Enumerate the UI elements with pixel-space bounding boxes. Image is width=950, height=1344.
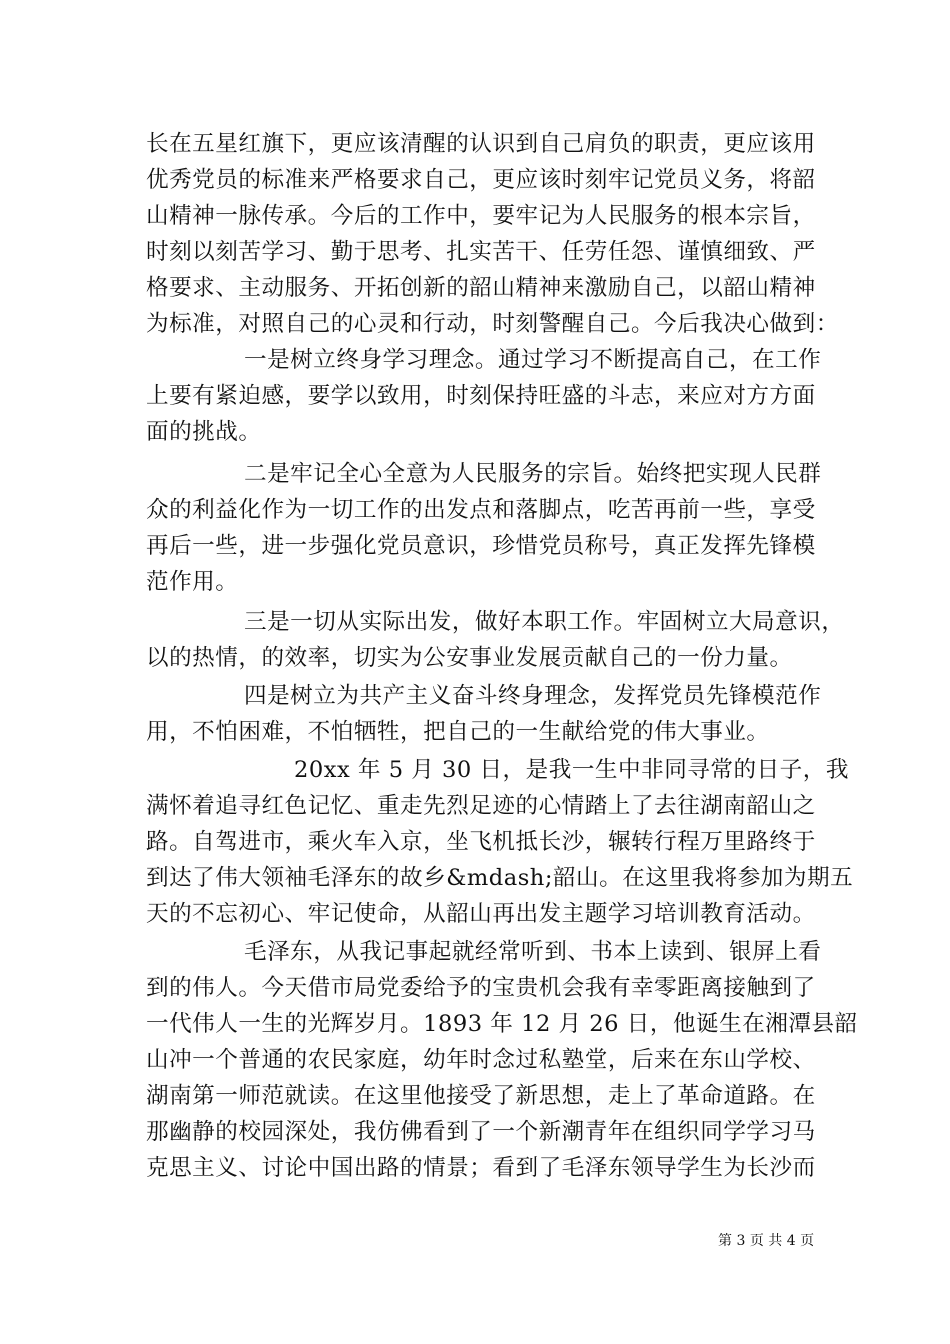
text-line: 一是树立终身学习理念。通过学习不断提高自己，在工作 (244, 347, 822, 373)
text-line: 到达了伟大领袖毛泽东的故乡&mdash;韶山。在这里我将参加为期五 (146, 865, 854, 891)
text-line: 二是牢记全心全意为人民服务的宗旨。始终把实现人民群 (244, 461, 822, 487)
text-line: 优秀党员的标准来严格要求自己，更应该时刻牢记党员义务，将韶 (146, 167, 816, 193)
text-line: 四是树立为共产主义奋斗终身理念，发挥党员先锋模范作 (244, 683, 822, 709)
text-line: 20xx 年 5 月 30 日，是我一生中非同寻常的日子，我 (294, 757, 849, 783)
page-middle: 页 共 (749, 1233, 783, 1249)
page-total: 4 (786, 1233, 796, 1249)
text-line: 众的利益化作为一切工作的出发点和落脚点，吃苦再前一些，享受 (146, 497, 816, 523)
text-line: 湖南第一师范就读。在这里他接受了新思想，走上了革命道路。在 (146, 1083, 816, 1109)
text-line: 克思主义、讨论中国出路的情景；看到了毛泽东领导学生为长沙而 (146, 1155, 816, 1181)
text-line: 为标准，对照自己的心灵和行动，时刻警醒自己。今后我决心做到： (146, 311, 839, 337)
text-line: 面的挑战。 (146, 419, 262, 445)
text-line: 山精神一脉传承。今后的工作中，要牢记为人民服务的根本宗旨， (146, 203, 816, 229)
text-line: 长在五星红旗下，更应该清醒的认识到自己肩负的职责，更应该用 (146, 131, 816, 157)
text-line: 时刻以刻苦学习、勤于思考、扎实苦干、任劳任怨、谨慎细致、严 (146, 239, 816, 265)
text-line: 用，不怕困难，不怕牺牲，把自己的一生献给党的伟大事业。 (146, 719, 770, 745)
page-suffix: 页 (800, 1233, 815, 1249)
text-line: 以的热情，的效率，切实为公安事业发展贡献自己的一份力量。 (146, 645, 793, 671)
text-line: 毛泽东，从我记事起就经常听到、书本上读到、银屏上看 (244, 939, 822, 965)
text-line: 山冲一个普通的农民家庭，幼年时念过私塾堂，后来在东山学校、 (146, 1047, 816, 1073)
text-line: 三是一切从实际出发，做好本职工作。牢固树立大局意识， (244, 609, 845, 635)
text-line: 一代伟人一生的光辉岁月。1893 年 12 月 26 日，他诞生在湘潭县韶 (146, 1011, 858, 1037)
text-line: 路。自驾进市，乘火车入京，坐飞机抵长沙，辗转行程万里路终于 (146, 829, 816, 855)
text-line: 天的不忘初心、牢记使命，从韶山再出发主题学习培训教育活动。 (146, 901, 816, 927)
page-current: 3 (736, 1233, 746, 1249)
text-line: 到的伟人。今天借市局党委给予的宝贵机会我有幸零距离接触到了 (146, 975, 816, 1001)
text-line: 再后一些，进一步强化党员意识，珍惜党员称号，真正发挥先锋模 (146, 533, 816, 559)
page-number-footer (718, 1232, 814, 1250)
text-line: 满怀着追寻红色记忆、重走先烈足迹的心情踏上了去往湖南韶山之 (146, 793, 816, 819)
page-prefix: 第 (718, 1233, 732, 1249)
text-line: 格要求、主动服务、开拓创新的韶山精神来激励自己，以韶山精神 (146, 275, 816, 301)
text-line: 那幽静的校园深处，我仿佛看到了一个新潮青年在组织同学学习马 (146, 1119, 816, 1145)
text-line: 范作用。 (146, 569, 239, 595)
text-line: 上要有紧迫感，要学以致用，时刻保持旺盛的斗志，来应对方方面 (146, 383, 816, 409)
